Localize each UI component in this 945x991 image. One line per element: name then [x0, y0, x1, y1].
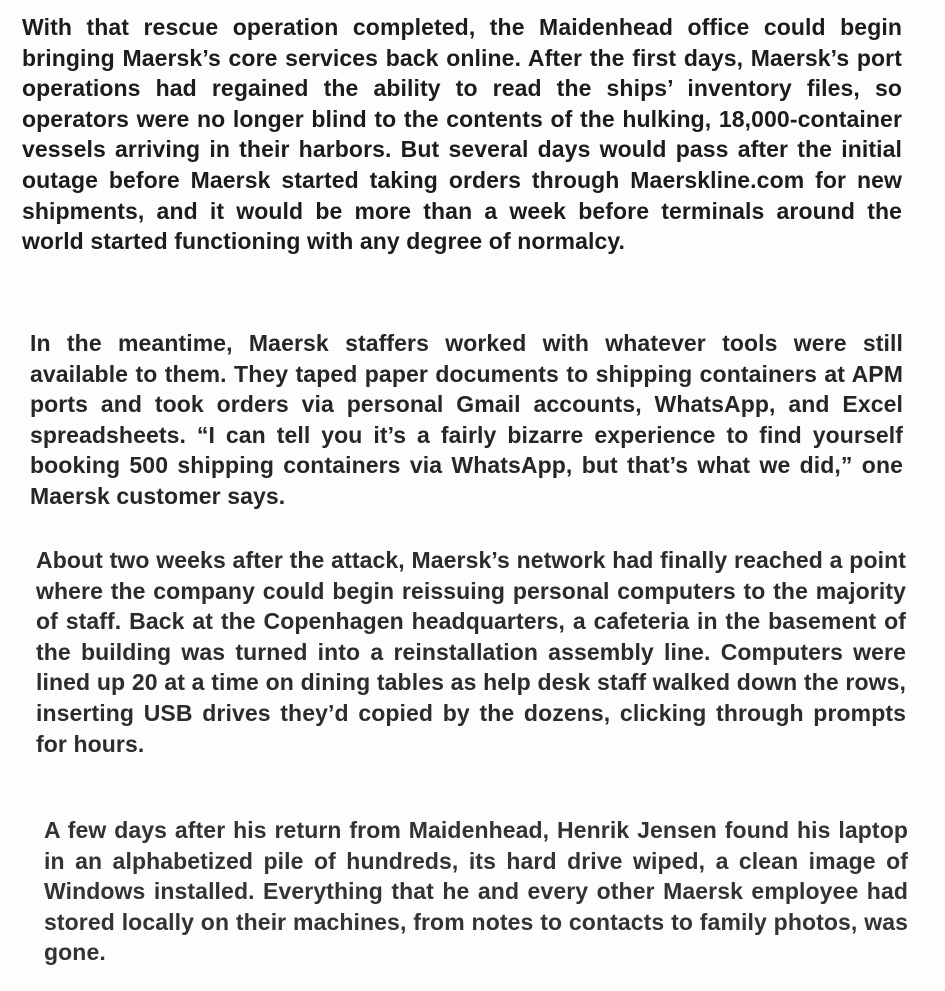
- paragraph-2: In the meantime, Maersk staffers worked with whatever tools were still available to them. They taped paper documents to shipping containers at APM ports and took orders via personal Gmail accounts, WhatsApp, and Excel spreadsheets. “I can tell you it’s a fairly bizarre experience to find yourself booking 500 shipping containers via WhatsApp, but that’s what we did,” one Maersk customer says.: [30, 330, 903, 509]
- paragraph-1: With that rescue operation completed, the Maidenhead office could begin bringing Maersk’s core services back online. After the first days, Maersk’s port operations had regained the ability to read the ships’ inventory files, so operators were no longer blind to the contents of the hulking, 18,000-container vessels arriving in their harbors. But several days would pass after the initial outage before Maersk started taking orders through Maerskline.com for new shipments, and it would be more than a week before terminals around the world started functioning with any degree of normalcy.: [22, 14, 902, 255]
- paragraph-4: A few days after his return from Maidenhead, Henrik Jensen found his laptop in an alphabetized pile of hundreds, its hard drive wiped, a clean image of Windows installed. Everything that he and every other Maersk employee had stored locally on their machines, from notes to contacts to family photos, was gone.: [44, 817, 908, 966]
- paragraph-3: About two weeks after the attack, Maersk’s network had finally reached a point where the company could begin reissuing personal computers to the majority of staff. Back at the Copenhagen headquarters, a cafeteria in the basement of the building was turned into a reinstallation assembly line. Computers were lined up 20 at a time on dining tables as help desk staff walked down the rows, inserting USB drives they’d copied by the dozens, clicking through prompts for hours.: [36, 547, 906, 757]
